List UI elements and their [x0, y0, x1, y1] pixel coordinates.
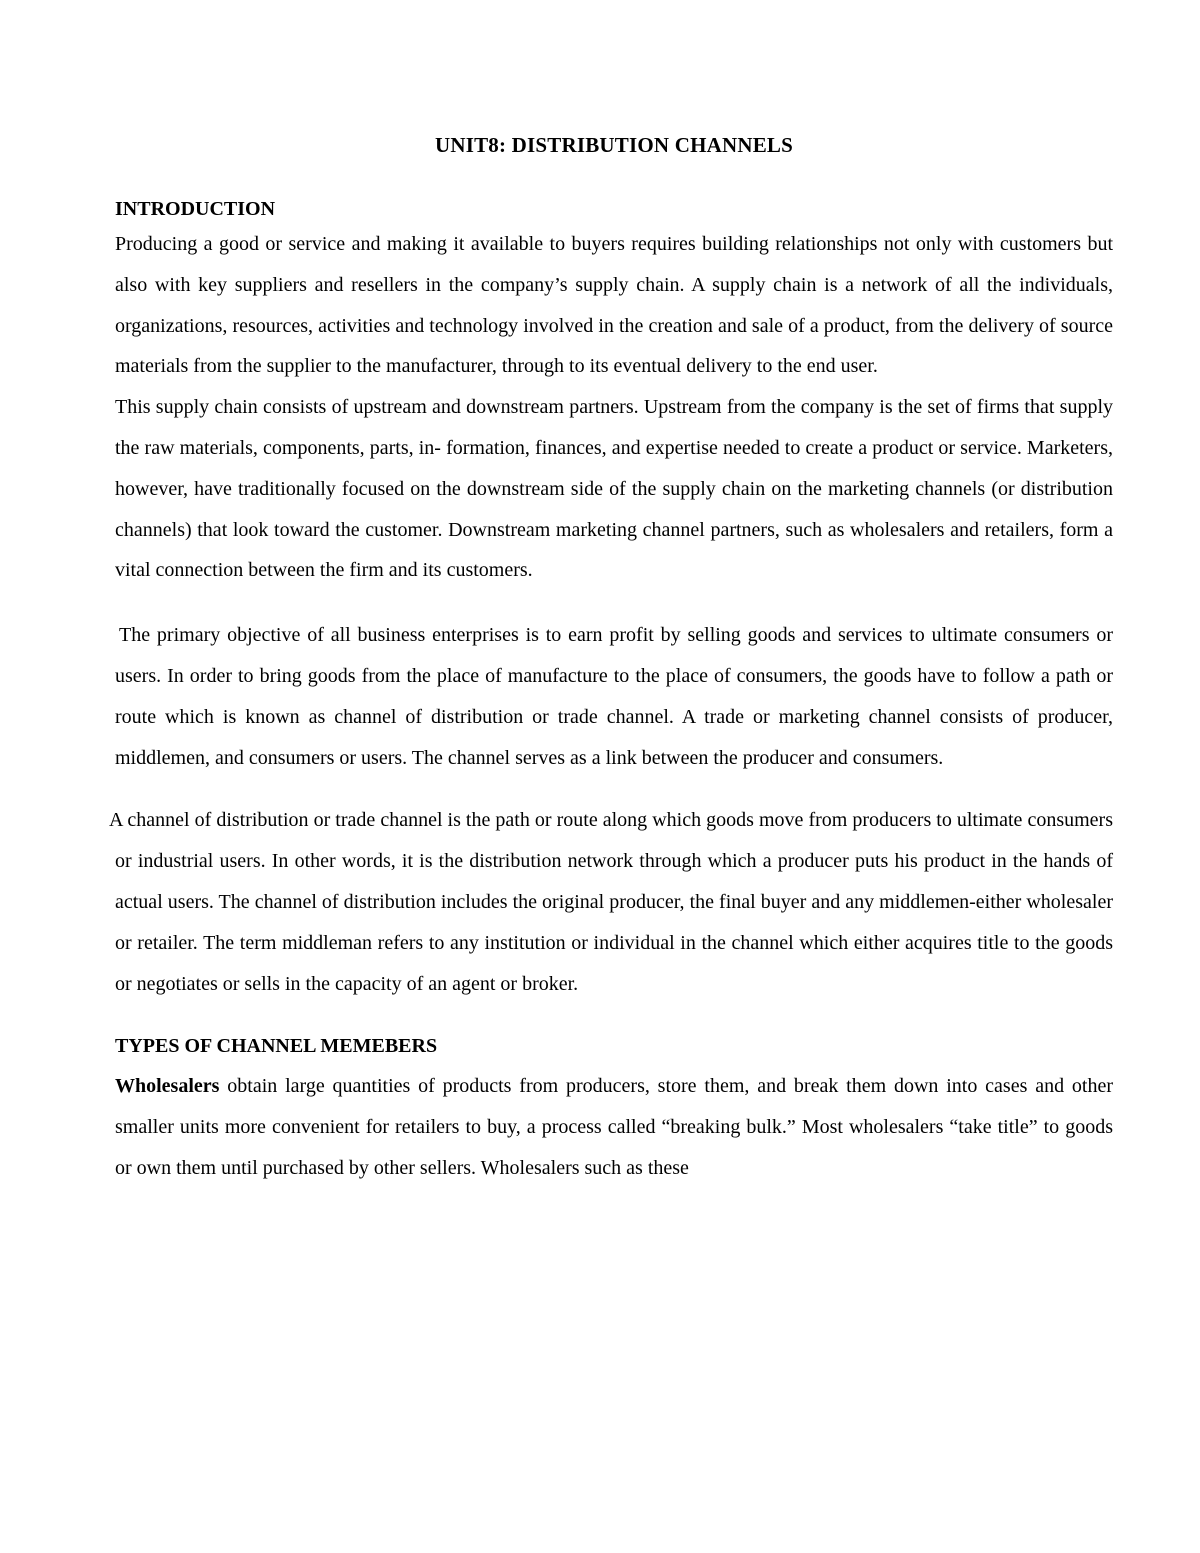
page-title: UNIT8: DISTRIBUTION CHANNELS — [434, 133, 793, 157]
wholesalers-description: obtain large quantities of products from producers, store them, and break them down into cases and other smaller units more convenient for retailers to buy, a process called “breaking bulk.” Most wholesalers “take title” to goods or own them until purchased by other sellers. Wholesalers such as these — [115, 1075, 1113, 1179]
paragraph-wholesalers — [115, 1066, 1113, 1188]
paragraph-supply-chain-intro: Producing a good or service and making it available to buyers requires building relationships not only with customers but also with key suppliers and resellers in the company’s supply chain. A supply chain is a network of all the individuals, organizations, resources, activities and technology involved in the creation and sale of a product, from the delivery of source materials from the supplier to the manufacturer, through to its eventual delivery to the end user. — [115, 233, 1113, 378]
paragraph-channel-definition: A channel of distribution or trade channel is the path or route along which goods move from producers to ultimate consumers or industrial users. In other words, it is the distribution network through which a producer puts his product in the hands of actual users. The channel of distribution includes the original producer, the final buyer and any middlemen-either wholesaler or retailer. The term middleman refers to any institution or individual in the channel which either acquires title to the goods or negotiates or sells in the capacity of an agent or broker. — [109, 809, 1113, 995]
types-heading: TYPES OF CHANNEL MEMEBERS — [115, 1035, 438, 1058]
paragraph-spacer — [115, 591, 1113, 615]
document-body — [109, 128, 1113, 1189]
introduction-heading: INTRODUCTION — [115, 198, 276, 220]
paragraph-upstream-downstream: This supply chain consists of upstream and downstream partners. Upstream from the company is the set of firms that supply the raw materials, components, parts, in- formation, finances, and expertise needed to create a product or service. Marketers, however, have traditionally focused on the downstream side of the supply chain on the marketing channels (or distribution channels) that look toward the customer. Downstream marketing channel partners, such as wholesalers and retailers, form a vital connection between the firm and its customers. — [115, 396, 1113, 582]
wholesalers-term: Wholesalers — [115, 1075, 220, 1098]
paragraph-spacer — [115, 778, 1113, 800]
paragraph-primary-objective: The primary objective of all business enterprises is to earn profit by selling goods and services to ultimate consumers or users. In order to bring goods from the place of manufacture to the place of consumers, the goods have to follow a path or route which is known as channel of distribution or trade channel. A trade or marketing channel consists of producer, middlemen, and consumers or users. The channel serves as a link between the producer and consumers. — [115, 624, 1113, 769]
